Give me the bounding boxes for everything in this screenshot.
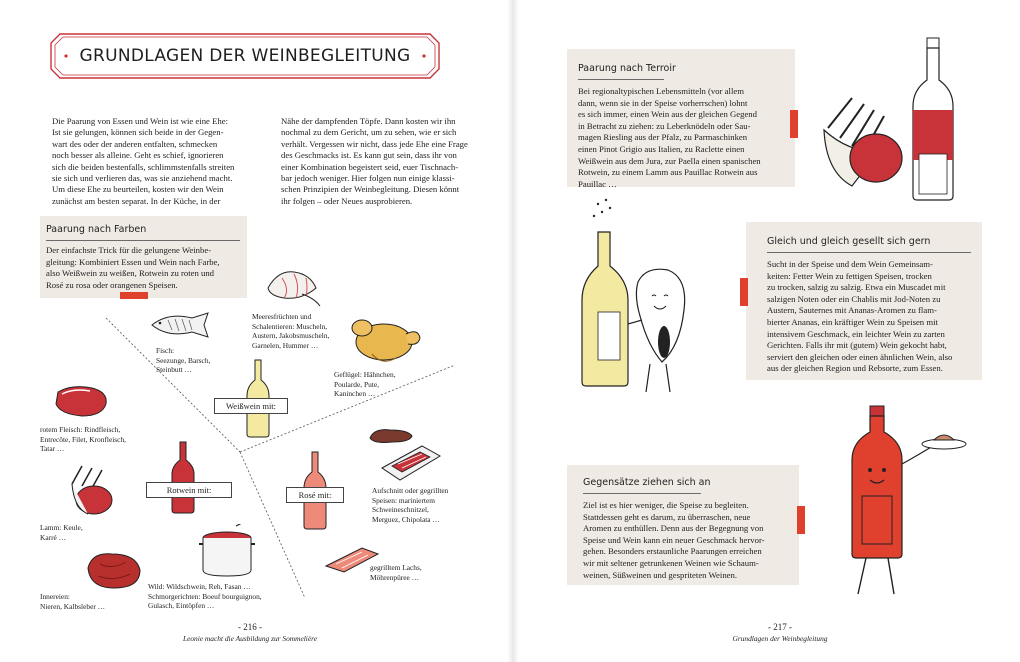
caption-charcuterie: Aufschnitt oder gegrillten Speisen: mariniertem Schweineschnitzel, Merguez, Chipolata … bbox=[372, 486, 449, 524]
grill-board-icon bbox=[378, 442, 444, 484]
roast-chicken-icon bbox=[342, 310, 424, 368]
contrast-box-rule bbox=[583, 493, 701, 494]
white-wine-label: Weißwein mit: bbox=[214, 398, 288, 414]
caption-fish: Fisch: Seezunge, Barsch, Steinbutt … bbox=[156, 346, 211, 375]
caption-seafood: Meeresfrüchten und Schalentieren: Muscheln, Austern, Jakobsmuscheln, Garnelen, Hummer … bbox=[252, 312, 330, 350]
like-box-heading: Gleich und gleich gesellt sich gern bbox=[767, 236, 931, 247]
offal-icon bbox=[82, 548, 146, 592]
terroir-box-tab bbox=[790, 110, 798, 138]
lamb-rack-icon bbox=[68, 462, 116, 518]
caption-game: Wild: Wildschwein, Reh, Fasan … Schmorgerichten: Boeuf bourguignon, Gulasch, Eintöpfen … bbox=[148, 582, 262, 611]
contrast-box-heading: Gegensätze ziehen sich an bbox=[583, 477, 711, 488]
page-title: GRUNDLAGEN DER WEINBEGLEITUNG bbox=[79, 46, 411, 66]
red-wine-bottle-icon bbox=[170, 440, 196, 514]
running-head-right: Grundlagen der Weinbegleitung bbox=[732, 634, 828, 643]
lamb-rack-icon bbox=[818, 92, 908, 192]
caption-salmon: gegrilltem Lachs, Möhrenpüree … bbox=[370, 563, 422, 582]
like-box-tab bbox=[740, 278, 748, 306]
red-meat-steak-icon bbox=[52, 382, 112, 420]
rose-wine-label: Rosé mit: bbox=[286, 487, 344, 503]
folio-right: - 217 - bbox=[768, 622, 792, 632]
contrast-box-tab bbox=[797, 506, 805, 534]
contrast-box-text: Ziel ist es hier weniger, die Speise zu begleiten. Stattdessen geht es darum, zu überraschen, neue Aromen zu enthüllen. Denn aus der Begegnung von Speise und Wein kann ein neuer Geschmack hervor- gehen. Besonders erstaunliche Paarungen erreichen wir mit seltener getrunkenen Weinen wie Schaum- weinen, Süßweinen und gespriteten Weinen. bbox=[583, 500, 765, 580]
stew-pot-icon bbox=[196, 524, 258, 580]
like-box-text: Sucht in der Speise und dem Wein Gemeinsam- keiten: Fetter Wein zu fettigen Speisen, trocken zu trocken, salzig zu salzig. Etwa ein Muscadet mit salzigen Noten oder ein Chablis mit Jod-Noten zu Austern, Sauternes mit Ananas-Aromen zu flam- bierter Ananas, ein kräftiger Wein zu Speisen mit intensivem Geschmack, ein leichter Wein zu zarten Gerichten. Falls ihr mit (gutem) Wein gekocht habt, serviert den gleichen oder einen ähnlichen Wein, also aus der gleichen Region und Rebsorte, zum Essen. bbox=[767, 259, 953, 374]
caption-red-meat: rotem Fleisch: Rindfleisch, Entrecôte, Filet, Kronfleisch, Tatar … bbox=[40, 425, 126, 454]
terroir-box-text: Bei regionaltypischen Lebensmitteln (vor allem dann, wenn sie in der Speise vorherrschen) lohnt es sich immer, einen Wein aus der gleichen Gegend in Betracht zu ziehen: zu Leberknödeln oder Sau- magen Riesling aus der Pfalz, zu Parmaschinken einen Pinot Grigio aus Italien, zu Raclette einen Weißwein aus dem Jura, zur Paella einen spanischen Rotwein, zu einem Lamm aus Pauillac Rotwein aus Pauillac … bbox=[578, 86, 761, 189]
intro-text-col2: Nähe der dampfenden Töpfe. Dann kosten wir ihn nochmal zu dem Gericht, um zu sehen, wie er sich verhält. Vergessen wir nicht, dass jede Ehe eine Frage des Geschmacks ist. Es kann gut sein, dass ihr von einer Kombination begeistert seid, euer Tischnach- bar jedoch weniger. Hier folgen nun einige klassi- schen Prinzipien der Weinbegleitung. Diesen könnt ihr folgen – oder Neues ausprobieren. bbox=[281, 116, 468, 206]
terroir-box-rule bbox=[578, 79, 664, 80]
running-head-left: Leonie macht die Ausbildung zur Sommelière bbox=[182, 634, 318, 643]
like-box-rule bbox=[767, 252, 971, 253]
fish-icon bbox=[148, 310, 218, 340]
red-wine-label: Rotwein mit: bbox=[146, 482, 232, 498]
caption-offal: Innereien: Nieren, Kalbsleber … bbox=[40, 592, 106, 611]
colors-box-text: Der einfachste Trick für die gelungene Weinbe- gleitung: Kombiniert Essen und Wein nach Farbe, also Weißwein zu weißen, Rotwein zu roten und Rosé zu rosa oder orangenen Speisen. bbox=[46, 245, 220, 290]
seafood-icon bbox=[262, 264, 324, 308]
page-gutter bbox=[507, 0, 519, 662]
caption-lamb: Lamm: Keule, Karré … bbox=[40, 523, 83, 542]
terroir-box-heading: Paarung nach Terroir bbox=[578, 63, 676, 74]
red-wine-bottle-icon bbox=[910, 36, 956, 202]
intro-text-col1: Die Paarung von Essen und Wein ist wie eine Ehe: Ist sie gelungen, können sich beide in der Gegen- wart des oder der anderen entfalten, schmecken noch besser als alleine. Geht es schief, ignorieren sich die beiden bestenfalls, schlimmstenfalls streiten sie sich und verlieren das, was sie anziehend macht. Um diese Ehe zu beurteilen, kosten wir den Wein zunächst am besten separat. In der Küche, in der bbox=[52, 116, 235, 206]
colors-box-heading: Paarung nach Farben bbox=[46, 224, 147, 235]
white-wine-and-cheese-characters-icon bbox=[580, 196, 690, 396]
folio-left: - 216 - bbox=[238, 622, 262, 632]
red-bottle-waiter-icon bbox=[840, 404, 970, 600]
caption-poultry: Geflügel: Hähnchen, Poularde, Pute, Kaninchen … bbox=[334, 370, 396, 399]
